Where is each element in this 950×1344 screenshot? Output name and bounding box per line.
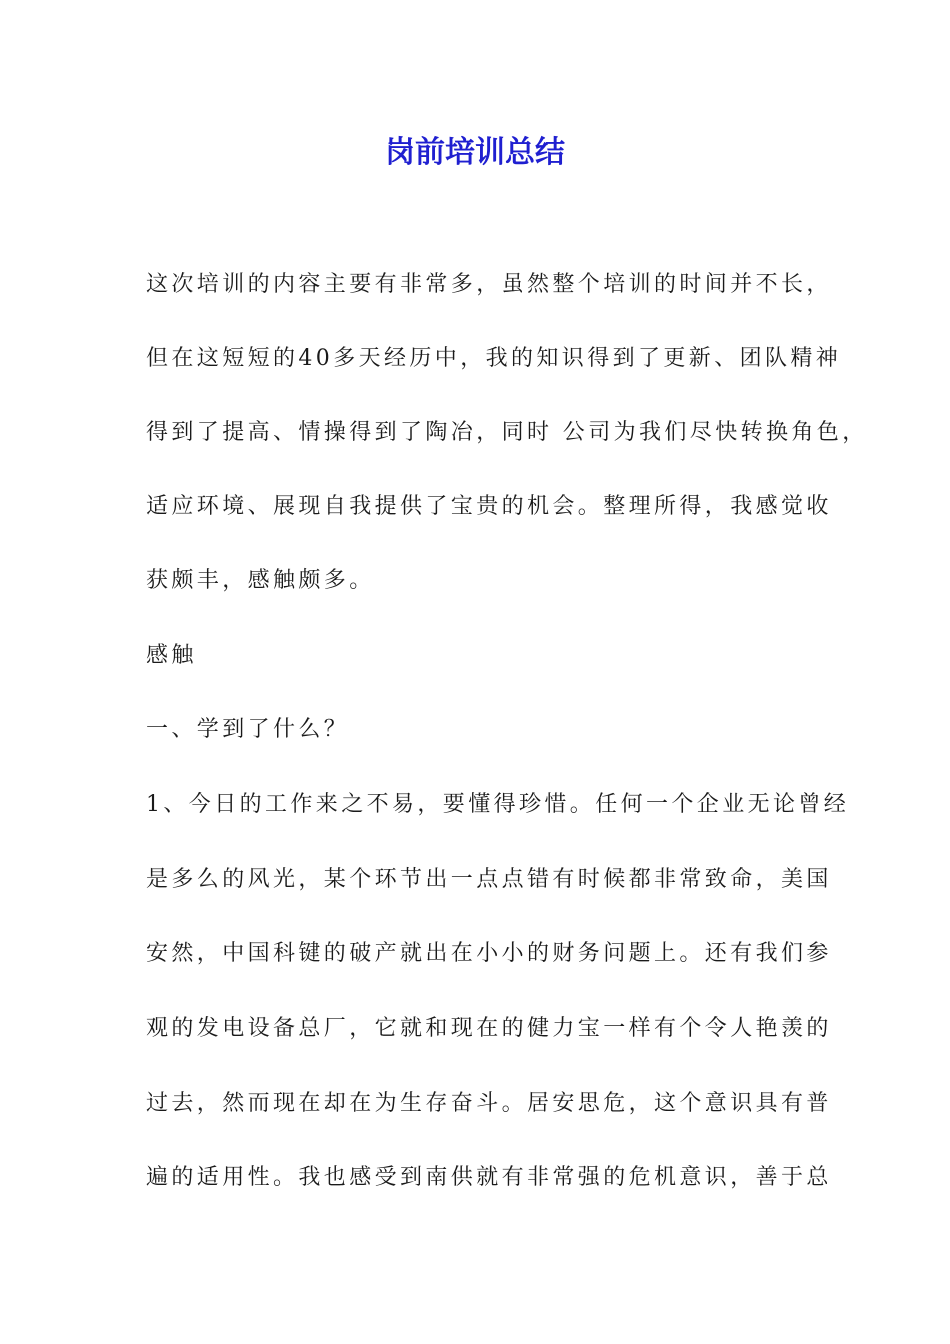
document-title: 岗前培训总结 [385,135,565,170]
paragraph-line: 获颇丰，感触颇多。 [146,568,375,593]
paragraph-line: 但在这短短的40多天经历中，我的知识得到了更新、团队精神 [146,346,842,371]
paragraph-line: 适应环境、展现自我提供了宝贵的机会。整理所得，我感觉收 [146,494,832,519]
paragraph-line: 安然，中国科键的破产就出在小小的财务问题上。还有我们参 [146,941,832,966]
paragraph-line: 是多么的风光，某个环节出一点点错有时候都非常致命，美国 [146,867,832,892]
paragraph-line: 观的发电设备总厂，它就和现在的健力宝一样有个令人艳羡的 [146,1016,832,1041]
section-heading: 感触 [146,643,197,668]
paragraph-line: 1、今日的工作来之不易，要懂得珍惜。任何一个企业无论曾经 [146,792,850,817]
paragraph-line: 得到了提高、情操得到了陶冶，同时 公司为我们尽快转换角色， [146,420,868,445]
paragraph-line: 过去，然而现在却在为生存奋斗。居安思危，这个意识具有普 [146,1091,832,1116]
paragraph-line: 遍的适用性。我也感受到南供就有非常强的危机意识，善于总 [146,1165,832,1190]
subsection-heading: 一、学到了什么？ [146,717,350,742]
paragraph-line: 这次培训的内容主要有非常多，虽然整个培训的时间并不长， [146,272,832,297]
